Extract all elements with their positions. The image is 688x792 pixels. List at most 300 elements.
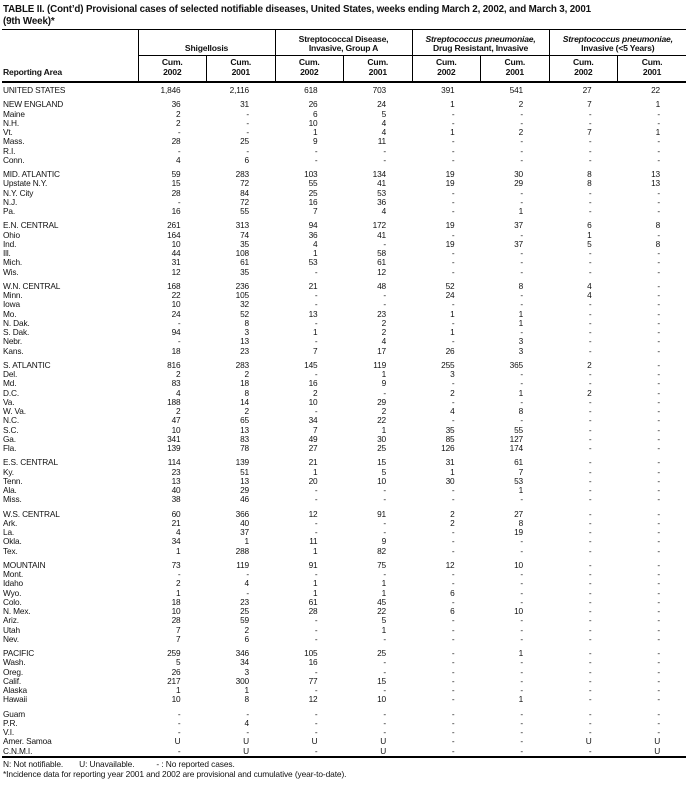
value-cell: 19 (445, 179, 455, 189)
value-cell: 1 (655, 128, 661, 137)
value-cell: 313 (235, 221, 250, 231)
value-cell: 3 (450, 370, 455, 379)
value-cell: - (520, 686, 524, 695)
value-cell: 13 (171, 476, 181, 486)
value-cell: - (520, 397, 524, 407)
value-cell: - (451, 416, 455, 426)
table-row (2, 570, 686, 579)
value-cell: - (314, 291, 318, 300)
value-cell: 300 (235, 676, 250, 686)
value-cell: 283 (235, 170, 250, 179)
reporting-area-cell: Amer. Samoa (3, 737, 52, 747)
reporting-area-cell: W. Va. (3, 407, 26, 416)
value-cell: - (588, 444, 592, 453)
value-cell: 36 (171, 100, 181, 110)
value-cell: - (657, 658, 661, 668)
value-cell: 74 (240, 230, 250, 240)
table-body (2, 82, 686, 757)
value-cell: - (383, 718, 387, 728)
value-cell: - (657, 207, 661, 216)
value-cell: - (520, 625, 524, 635)
reporting-area-cell: Alaska (3, 686, 28, 695)
value-cell: U (174, 737, 181, 747)
value-cell: 10 (514, 560, 524, 570)
value-cell: 24 (377, 100, 387, 110)
value-cell: 4 (176, 388, 181, 398)
value-cell: - (520, 197, 524, 207)
value-cell: 25 (240, 607, 250, 616)
value-cell: 2 (244, 370, 250, 379)
reporting-area-cell: N.Y. City (3, 188, 34, 198)
reporting-area-cell: Tenn. (3, 476, 23, 486)
value-cell: 13 (651, 170, 661, 179)
table-row (2, 128, 686, 137)
value-cell: 25 (240, 137, 250, 147)
reporting-area-cell: Okla. (3, 537, 22, 547)
value-cell: 26 (445, 346, 455, 356)
value-cell: - (588, 667, 592, 677)
value-cell: - (177, 318, 181, 328)
value-cell: - (383, 239, 387, 249)
value-cell: 53 (514, 476, 524, 486)
value-cell: 114 (167, 458, 181, 468)
value-cell: 8 (518, 281, 524, 291)
reporting-area-cell: Wyo. (3, 588, 22, 598)
value-cell: 78 (240, 444, 250, 453)
column-header-cum-2001: Cum. 2001 (344, 56, 413, 83)
table-row (2, 189, 686, 198)
value-cell: - (588, 676, 592, 686)
value-cell: 73 (171, 560, 181, 570)
value-cell: 30 (514, 170, 524, 179)
value-cell: - (451, 695, 455, 705)
value-cell: - (657, 397, 661, 407)
value-cell: 261 (167, 221, 181, 231)
value-cell: 83 (240, 434, 250, 444)
table-header (2, 30, 686, 82)
value-cell: 17 (377, 346, 387, 356)
reporting-area-cell: Calif. (3, 676, 22, 686)
value-cell: 10 (377, 695, 387, 705)
value-cell: 10 (171, 300, 181, 310)
value-cell: 18 (171, 597, 181, 607)
value-cell: 24 (171, 309, 181, 319)
value-cell: 29 (514, 179, 524, 189)
value-cell: - (588, 486, 592, 495)
value-cell: - (657, 249, 661, 258)
value-cell: - (657, 667, 661, 677)
value-cell: 21 (308, 458, 318, 468)
value-cell: 1 (450, 100, 455, 110)
table-row (2, 668, 686, 677)
value-cell: 53 (308, 258, 318, 268)
value-cell: 12 (308, 509, 318, 519)
table-row (2, 510, 686, 519)
group-header-strep-pneumo-under5: Streptococcus pneumoniae, Invasive (<5 Years) (549, 30, 686, 56)
value-cell: 2 (176, 109, 181, 119)
value-cell: 12 (171, 267, 181, 277)
value-cell: - (383, 495, 387, 505)
table-row (2, 258, 686, 267)
value-cell: - (657, 607, 661, 616)
column-header-cum-2002: Cum. 2002 (549, 56, 618, 83)
value-cell: - (657, 346, 661, 356)
reporting-area-cell: Ala. (3, 486, 17, 495)
value-cell: 13 (240, 425, 250, 435)
value-cell: 1 (381, 588, 387, 598)
value-cell: - (383, 486, 387, 495)
value-cell: - (657, 337, 661, 347)
value-cell: - (314, 518, 318, 528)
value-cell: 10 (171, 607, 181, 616)
reporting-area-cell: N.J. (3, 197, 18, 207)
value-cell: - (520, 291, 524, 300)
value-cell: 24 (445, 291, 455, 300)
value-cell: - (657, 188, 661, 198)
value-cell: 27 (582, 85, 592, 95)
value-cell: - (383, 686, 387, 695)
value-cell: 1 (381, 370, 387, 379)
value-cell: - (657, 676, 661, 686)
value-cell: - (383, 528, 387, 537)
reporting-area-cell: Guam (3, 709, 25, 719)
value-cell: 164 (167, 230, 181, 240)
value-cell: - (520, 137, 524, 147)
value-cell: - (520, 746, 524, 756)
table-row (2, 347, 686, 356)
value-cell: - (314, 267, 318, 277)
value-cell: 85 (445, 434, 455, 444)
reporting-area-cell: Ohio (3, 230, 20, 240)
value-cell: - (588, 370, 592, 379)
reporting-area-cell: S. ATLANTIC (3, 360, 51, 370)
value-cell: 37 (514, 239, 524, 249)
value-cell: 28 (308, 607, 318, 616)
value-cell: 618 (304, 85, 318, 95)
reporting-area-cell: Maine (3, 109, 25, 119)
value-cell: - (314, 300, 318, 310)
value-cell: - (588, 560, 592, 570)
value-cell: 83 (171, 379, 181, 389)
reporting-area-cell: La. (3, 528, 15, 537)
value-cell: 4 (587, 281, 592, 291)
value-cell: 4 (244, 579, 250, 589)
value-cell: 13 (240, 476, 250, 486)
value-cell: 26 (308, 100, 318, 110)
value-cell: - (451, 570, 455, 579)
value-cell: - (246, 588, 250, 598)
value-cell: 1 (313, 579, 318, 589)
value-cell: 168 (167, 281, 181, 291)
table-row (2, 240, 686, 249)
value-cell: 1 (450, 328, 455, 337)
value-cell: - (657, 281, 661, 291)
value-cell: 8 (655, 239, 661, 249)
table-row (2, 528, 686, 537)
value-cell: 10 (514, 607, 524, 616)
value-cell: - (657, 407, 661, 416)
table-row (2, 686, 686, 695)
value-cell: 28 (171, 616, 181, 626)
value-cell: U (380, 737, 387, 747)
value-cell: - (588, 588, 592, 598)
value-cell: 22 (377, 416, 387, 426)
table-row (2, 310, 686, 319)
table-row (2, 156, 686, 165)
value-cell: - (314, 318, 318, 328)
value-cell: 1 (313, 467, 318, 477)
value-cell: 15 (377, 458, 387, 468)
value-cell: 15 (377, 676, 387, 686)
reporting-area-cell: Md. (3, 379, 17, 389)
value-cell: 29 (377, 397, 387, 407)
value-cell: - (657, 476, 661, 486)
value-cell: 91 (308, 560, 318, 570)
value-cell: 55 (240, 207, 250, 216)
value-cell: - (451, 188, 455, 198)
value-cell: 36 (377, 197, 387, 207)
value-cell: - (657, 230, 661, 240)
reporting-area-cell: Nev. (3, 634, 19, 644)
value-cell: 22 (651, 85, 661, 95)
value-cell: 61 (240, 258, 250, 268)
reporting-area-cell: Wis. (3, 267, 19, 277)
table-row (2, 444, 686, 453)
table-row (2, 361, 686, 370)
table-row (2, 231, 686, 240)
value-cell: - (520, 300, 524, 310)
value-cell: - (657, 686, 661, 695)
value-cell: 365 (509, 360, 524, 370)
value-cell: 55 (308, 179, 318, 189)
reporting-area-cell: PACIFIC (3, 649, 35, 658)
value-cell: - (451, 230, 455, 240)
value-cell: - (588, 709, 592, 719)
value-cell: - (657, 300, 661, 310)
value-cell: 145 (304, 360, 318, 370)
value-cell: 391 (441, 85, 455, 95)
value-cell: - (657, 634, 661, 644)
value-cell: 12 (445, 560, 455, 570)
value-cell: 32 (240, 300, 250, 310)
table-row (2, 561, 686, 570)
value-cell: - (520, 597, 524, 607)
value-cell: 22 (171, 291, 181, 300)
reporting-area-cell: Idaho (3, 579, 24, 589)
value-cell: 1 (381, 425, 387, 435)
table-row (2, 207, 686, 216)
value-cell: - (657, 518, 661, 528)
reporting-area-cell: C.N.M.I. (3, 746, 33, 756)
table-row (2, 458, 686, 467)
value-cell: 1 (244, 537, 250, 547)
value-cell: 1 (244, 686, 250, 695)
reporting-area-cell: Upstate N.Y. (3, 179, 48, 189)
value-cell: 25 (377, 649, 387, 658)
value-cell: 6 (244, 155, 250, 165)
value-cell: 84 (240, 188, 250, 198)
table-row (2, 398, 686, 407)
value-cell: - (520, 676, 524, 686)
value-cell: - (246, 570, 250, 579)
value-cell: - (314, 570, 318, 579)
value-cell: 36 (308, 230, 318, 240)
reporting-area-cell: R.I. (3, 146, 16, 156)
reporting-area-cell: Pa. (3, 207, 16, 216)
value-cell: - (588, 570, 592, 579)
value-cell: 19 (445, 239, 455, 249)
value-cell: - (451, 397, 455, 407)
group-label: Streptococcus pneumoniae, (562, 33, 673, 44)
value-cell: 9 (313, 137, 318, 147)
value-cell: - (588, 146, 592, 156)
value-cell: 13 (308, 309, 318, 319)
table-title (2, 3, 686, 30)
value-cell: - (177, 709, 181, 719)
value-cell: U (243, 746, 250, 756)
table-row (2, 370, 686, 379)
value-cell: - (588, 537, 592, 547)
value-cell: - (657, 309, 661, 319)
reporting-area-cell: MOUNTAIN (3, 560, 46, 570)
value-cell: 2 (587, 388, 592, 398)
value-cell: - (588, 309, 592, 319)
value-cell: - (520, 579, 524, 589)
value-cell: 1 (587, 230, 592, 240)
value-cell: 77 (308, 676, 318, 686)
value-cell: - (520, 328, 524, 337)
reporting-area-cell: S. Dak. (3, 328, 30, 337)
value-cell: - (383, 658, 387, 668)
value-cell: - (657, 155, 661, 165)
value-cell: 13 (240, 337, 250, 347)
value-cell: 1 (450, 309, 455, 319)
value-cell: - (657, 709, 661, 719)
value-cell: 2 (176, 579, 181, 589)
table-row (2, 607, 686, 616)
value-cell: - (588, 267, 592, 277)
value-cell: 18 (171, 346, 181, 356)
disease-table (2, 30, 686, 758)
value-cell: - (657, 695, 661, 705)
value-cell: - (451, 658, 455, 668)
value-cell: - (177, 146, 181, 156)
value-cell: 3 (518, 346, 524, 356)
value-cell: - (451, 676, 455, 686)
column-header-cum-2001: Cum. 2001 (481, 56, 550, 83)
value-cell: - (451, 146, 455, 156)
value-cell: - (520, 230, 524, 240)
value-cell: 103 (304, 170, 318, 179)
value-cell: - (657, 434, 661, 444)
value-cell: - (520, 249, 524, 258)
table-row (2, 100, 686, 109)
value-cell: - (451, 546, 455, 556)
value-cell: - (314, 746, 318, 756)
value-cell: 1 (518, 318, 524, 328)
value-cell: - (451, 649, 455, 658)
value-cell: U (380, 746, 387, 756)
group-label: Shigellosis (184, 43, 229, 54)
value-cell: 8 (518, 518, 524, 528)
value-cell: - (657, 258, 661, 268)
value-cell: 108 (235, 249, 250, 258)
value-cell: 25 (308, 188, 318, 198)
value-cell: - (588, 634, 592, 644)
value-cell: - (451, 746, 455, 756)
value-cell: 61 (377, 258, 387, 268)
table-row (2, 677, 686, 686)
value-cell: 7 (518, 467, 524, 477)
reporting-area-cell: V.I. (3, 728, 15, 737)
value-cell: - (657, 625, 661, 635)
value-cell: 10 (171, 695, 181, 705)
value-cell: - (657, 197, 661, 207)
value-cell: - (451, 137, 455, 147)
value-cell: 1 (313, 328, 318, 337)
value-cell: 94 (308, 221, 318, 231)
value-cell: - (314, 155, 318, 165)
reporting-area-header: Reporting Area (2, 30, 138, 82)
value-cell: - (588, 607, 592, 616)
value-cell: - (314, 634, 318, 644)
reporting-area-cell: Mo. (3, 309, 17, 319)
value-cell: 29 (240, 486, 250, 495)
value-cell: 37 (514, 221, 524, 231)
value-cell: 703 (372, 85, 387, 95)
value-cell: 55 (514, 425, 524, 435)
value-cell: - (314, 686, 318, 695)
group-header-shigellosis (138, 30, 275, 56)
value-cell: - (657, 560, 661, 570)
value-cell: - (314, 528, 318, 537)
value-cell: - (314, 370, 318, 379)
reporting-area-cell: Kans. (3, 346, 24, 356)
value-cell: - (588, 318, 592, 328)
value-cell: - (588, 137, 592, 147)
value-cell: 1 (518, 309, 524, 319)
value-cell: - (657, 537, 661, 547)
value-cell: - (451, 197, 455, 207)
reporting-area-cell: P.R. (3, 718, 18, 728)
value-cell: - (657, 718, 661, 728)
value-cell: - (451, 258, 455, 268)
table-row (2, 407, 686, 416)
table-row (2, 579, 686, 588)
value-cell: 38 (171, 495, 181, 505)
table-row (2, 626, 686, 635)
value-cell: - (588, 509, 592, 519)
reporting-area-cell: Nebr. (3, 337, 23, 347)
value-cell: 9 (381, 537, 387, 547)
reporting-area-cell: NEW ENGLAND (3, 100, 64, 110)
reporting-area-cell: N. Mex. (3, 607, 31, 616)
reporting-area-cell: Mass. (3, 137, 25, 147)
value-cell: - (657, 291, 661, 300)
reporting-area-cell: UNITED STATES (3, 85, 66, 95)
reporting-area-cell: Wash. (3, 658, 26, 668)
value-cell: 30 (377, 434, 387, 444)
value-cell: - (588, 379, 592, 389)
value-cell: 46 (240, 495, 250, 505)
value-cell: 2 (244, 625, 250, 635)
value-cell: - (520, 109, 524, 119)
value-cell: - (588, 728, 592, 737)
value-cell: - (451, 616, 455, 626)
value-cell: 2 (176, 370, 181, 379)
column-header-cum-2002: Cum. 2002 (275, 56, 344, 83)
reporting-area-cell: Ga. (3, 434, 16, 444)
